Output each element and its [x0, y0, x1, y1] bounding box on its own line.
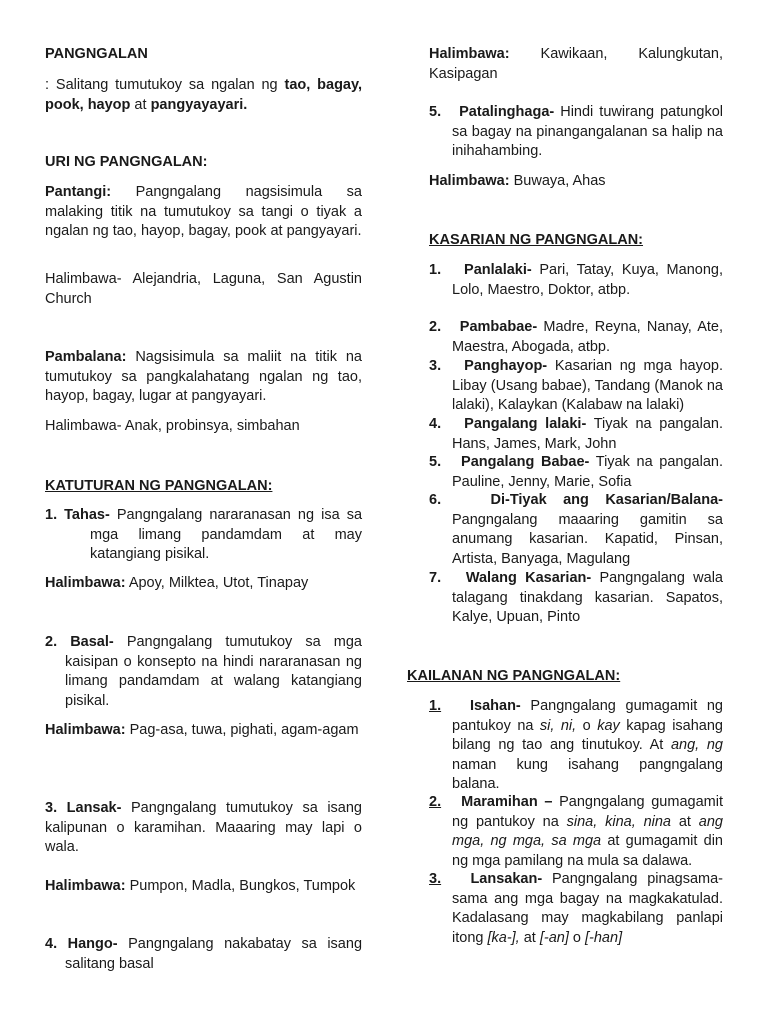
isahan-definition: 1. Isahan- Pangngalang gumagamit ng pantukoy na si, ni, o kay kapag isahang bilang ng tao ang tinutukoy. At ang, ng naman kung isahang pangngalang balana. — [429, 698, 723, 792]
lansakan-definition: 3. Lansakan- Pangngalang pinagsama-sama ang mga bagay na magkakatulad. Kadalasang may magkabilang panlapi itong [ka-], at [-an] o [-han] — [429, 871, 723, 946]
kasarian-item: 4. Pangalang lalaki- Tiyak na pangalan. Hans, James, Mark, John — [429, 416, 723, 452]
hango-example: Halimbawa: Kawikaan, Kalungkutan, Kasipagan — [429, 46, 723, 82]
tahas-definition: 1. Tahas- Pangngalang nararanasan ng isa sa mga limang pandamdam at may katangiang pisikal. — [45, 507, 363, 562]
page-title: PANGNGALAN — [45, 46, 148, 62]
kasarian-item: 5. Pangalang Babae- Tiyak na pangalan. Pauline, Jenny, Marie, Sofia — [429, 454, 723, 490]
pangngalan-definition: : Salitang tumutukoy sa ngalan ng tao, bagay, pook, hayop at pangyayayari. — [45, 77, 363, 113]
kasarian-item: 7. Walang Kasarian- Pangngalang wala talagang tinakdang kasarian. Sapatos, Kalye, Upuan, Pinto — [429, 570, 723, 625]
pambalana-definition: Pambalana: Nagsisimula sa maliit na titik na tumutukoy sa pangkalahatang ngalan ng tao, hayop, bagay, lugar at pangyayari. — [45, 349, 362, 404]
kasarian-item: 3. Panghayop- Kasarian ng mga hayop. Libay (Usang babae), Tandang (Manok na lalaki), Kalaykan (Kalabaw na lalaki) — [429, 358, 723, 413]
kasarian-item: 1. Panlalaki- Pari, Tatay, Kuya, Manong, Lolo, Maestro, Doktor, atbp. — [429, 262, 723, 298]
pambalana-example: Halimbawa- Anak, probinsya, simbahan — [45, 418, 300, 434]
lansak-example: Halimbawa: Pumpon, Madla, Bungkos, Tumpok — [45, 878, 356, 894]
maramihan-definition: 2. Maramihan – Pangngalang gumagamit ng pantukoy na sina, kina, nina at ang mga, ng mga, sa mga at gumagamit din ng mga pamilang na mula sa dalawa. — [429, 794, 723, 869]
basal-example: Halimbawa: Pag-asa, tuwa, pighati, agam-agam — [45, 722, 359, 738]
patalinghaga-example: Halimbawa: Buwaya, Ahas — [429, 173, 606, 189]
patalinghaga-definition: 5. Patalinghaga- Hindi tuwirang patungkol sa bagay na pinangangalanan sa halip na inihahambing. — [429, 104, 723, 159]
kasarian-heading: KASARIAN NG PANGNGALAN: — [429, 232, 644, 248]
kasarian-item: 6. Di-Tiyak ang Kasarian/Balana- Pangngalang maaaring gamitin sa anumang kasarian. Kapatid, Pinsan, Artista, Banyaga, Magulang — [429, 492, 723, 567]
uri-heading: URI NG PANGNGALAN: — [45, 154, 208, 170]
lansak-definition: 3. Lansak- Pangngalang tumutukoy sa isang kalipunan o karamihan. Maaaring may lapi o wala. — [45, 800, 362, 855]
pantangi-definition: Pantangi: Pangngalang nagsisimula sa malaking titik na tumutukoy sa tangi o tiyak a ngalan ng tao, hayop, bagay, pook at pangyayari. — [45, 184, 362, 239]
basal-definition: 2. Basal- Pangngalang tumutukoy sa mga kaisipan o konsepto na hindi nararanasan ng limang pandamdam at walang katangiang pisikal. — [45, 634, 362, 709]
kailanan-heading: KAILANAN NG PANGNGALAN: — [407, 668, 621, 684]
katuturan-heading: KATUTURAN NG PANGNGALAN: — [45, 478, 273, 494]
hango-definition: 4. Hango- Pangngalang nakabatay sa isang salitang basal — [45, 936, 363, 972]
kasarian-item: 2. Pambabae- Madre, Reyna, Nanay, Ate, Maestra, Abogada, atbp. — [429, 319, 723, 355]
pantangi-example: Halimbawa- Alejandria, Laguna, San Agustin Church — [45, 271, 362, 307]
tahas-example: Halimbawa: Apoy, Milktea, Utot, Tinapay — [45, 575, 309, 591]
